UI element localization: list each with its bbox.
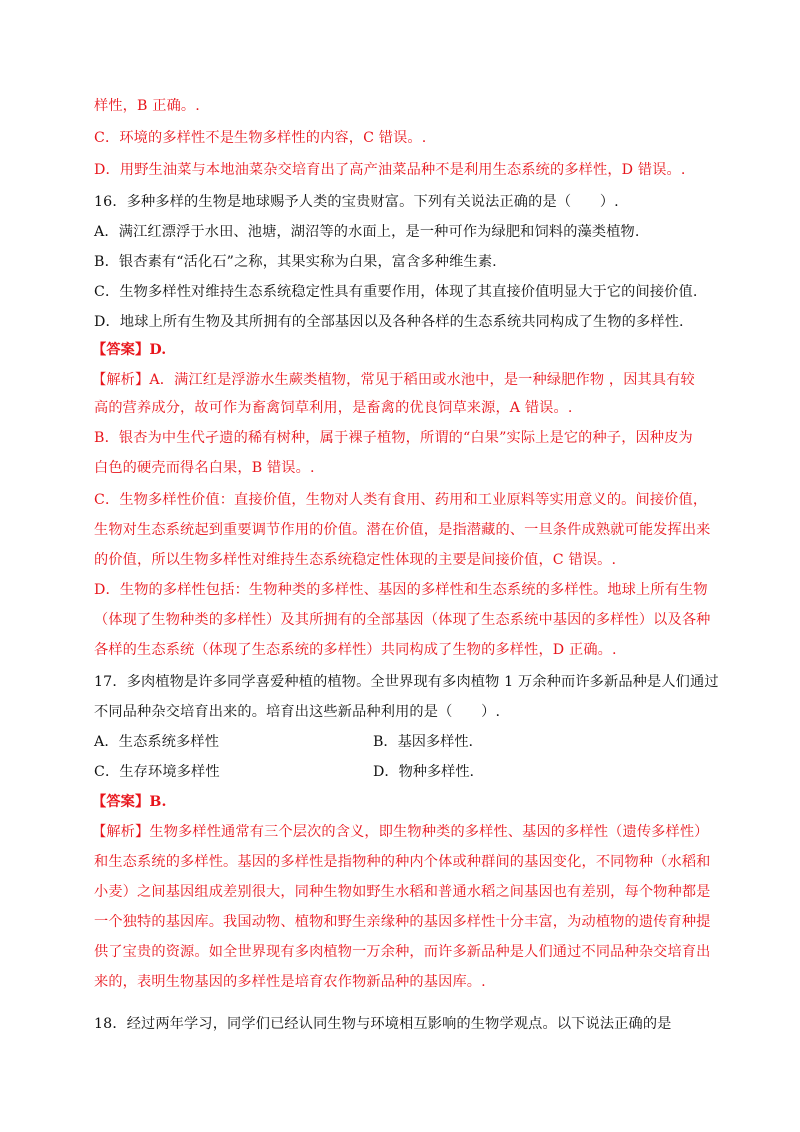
q16-analysis-line-9: （体现了生物种类的多样性）及其所拥有的全部基因（体现了生态系统中基因的多样性）以及各种 — [94, 612, 711, 628]
q16-answer: 【答案】D. — [92, 342, 167, 358]
q16-analysis-line-5: C．生物多样性价值：直接价值，生物对人类有食用、药用和工业原料等实用意义的。间接价值， — [94, 492, 708, 508]
q16-analysis-line-8: D．生物的多样性包括：生物种类的多样性、基因的多样性和生态系统的多样性。地球上所有生物 — [94, 582, 708, 598]
q17-analysis-line-6: 来的，表明生物基因的多样性是培育农作物新品种的基因库。. — [94, 974, 486, 990]
q16-analysis-line-2: 高的营养成分，故可作为畜禽饲草利用，是畜禽的优良饲草来源，A 错误。. — [94, 400, 573, 416]
prev-analysis-line-2: C．环境的多样性不是生物多样性的内容，C 错误。. — [94, 130, 427, 146]
q16-option-b: B．银杏素有“活化石”之称，其果实称为白果，富含多种维生素. — [94, 254, 497, 270]
q16-analysis-line-3: B．银杏为中生代孑遗的稀有树种，属于裸子植物，所谓的“白果”实际上是它的种子，因种皮为 — [94, 430, 693, 446]
q16-analysis-line-7: 的价值，所以生物多样性对维持生态系统稳定性体现的主要是间接价值，C 错误。. — [94, 552, 617, 568]
prev-analysis-line-3: D．用野生油菜与本地油菜杂交培育出了高产油菜品种不是利用生态系统的多样性，D 错误。. — [94, 162, 686, 178]
q17-analysis-line-2: 和生态系统的多样性。基因的多样性是指物种的种内个体或种群间的基因变化，不同物种（水稻和 — [94, 854, 711, 870]
q16-analysis-line-6: 生物对生态系统起到重要调节作用的价值。潜在价值，是指潜藏的、一旦条件成熟就可能发挥出来 — [94, 522, 711, 538]
q17-analysis-line-4: 一个独特的基因库。我国动物、植物和野生亲缘种的基因多样性十分丰富，为动植物的遗传育种提 — [94, 914, 711, 930]
q16-option-a: A．满江红漂浮于水田、池塘，湖沼等的水面上，是一种可作为绿肥和饲料的藻类植物. — [94, 224, 640, 240]
q17-option-a: A．生态系统多样性 — [94, 734, 220, 750]
q18-stem: 18．经过两年学习，同学们已经认同生物与环境相互影响的生物学观点。以下说法正确的是 — [94, 1016, 672, 1032]
q17-answer: 【答案】B. — [92, 794, 167, 810]
q17-analysis-line-1: 【解析】生物多样性通常有三个层次的含义，即生物种类的多样性、基因的多样性（遗传多样性） — [92, 824, 709, 840]
q17-option-c: C．生存环境多样性 — [94, 764, 220, 780]
q16-analysis-line-10: 各样的生态系统（体现了生态系统的多样性）共同构成了生物的多样性，D 正确。. — [94, 642, 617, 658]
q16-analysis-line-1: 【解析】A．满江红是浮游水生蕨类植物，常见于稻田或水池中，是一种绿肥作物 ，因其具有较 — [92, 372, 695, 388]
q16-stem: 16．多种多样的生物是地球赐予人类的宝贵财富。下列有关说法正确的是（ ）. — [94, 194, 619, 210]
q17-option-d: D．物种多样性. — [373, 764, 475, 780]
q16-analysis-line-4: 白色的硬壳而得名白果，B 错误。. — [94, 460, 315, 476]
q17-analysis-line-3: 小麦）之间基因组成差别很大，同种生物如野生水稻和普通水稻之间基因也有差别，每个物种都是 — [94, 884, 711, 900]
q17-stem-line-2: 不同品种杂交培育出来的。培育出这些新品种利用的是（ ）. — [94, 704, 501, 720]
q17-option-b: B．基因多样性. — [373, 734, 474, 750]
prev-analysis-line-1: 样性，B 正确。. — [94, 98, 200, 114]
q17-analysis-line-5: 供了宝贵的资源。如全世界现有多肉植物一万余种，而许多新品种是人们通过不同品种杂交培育出 — [94, 944, 711, 960]
q17-stem-line-1: 17．多肉植物是许多同学喜爱种植的植物。全世界现有多肉植物 1 万余种而许多新品种是人们通过 — [94, 674, 719, 690]
q16-option-d: D．地球上所有生物及其所拥有的全部基因以及各种各样的生态系统共同构成了生物的多样性. — [94, 314, 684, 330]
q16-option-c: C．生物多样性对维持生态系统稳定性具有重要作用，体现了其直接价值明显大于它的间接价值. — [94, 284, 698, 300]
